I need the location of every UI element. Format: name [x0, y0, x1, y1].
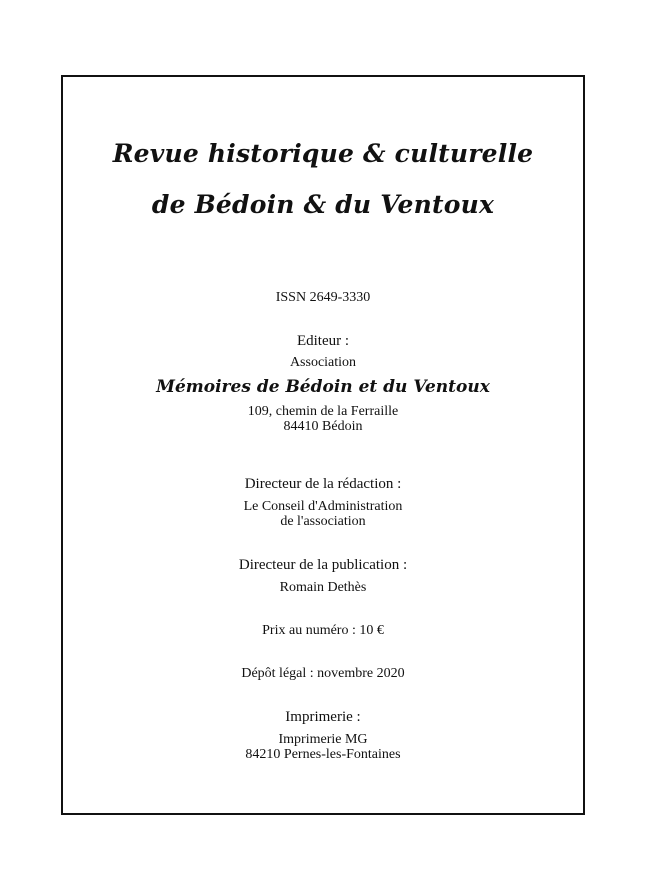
address-line2: 84410 Bédoin [283, 419, 363, 434]
page-frame [61, 75, 585, 815]
legal-deposit-text: Dépôt légal : novembre 2020 [241, 666, 405, 681]
price-text: Prix au numéro : 10 € [262, 623, 384, 638]
publication-director-label: Directeur de la publication : [238, 557, 408, 573]
printer-name: Imprimerie MG [278, 732, 368, 747]
redaction-director-line1: Le Conseil d'Administration [243, 499, 403, 514]
address-line1: 109, chemin de la Ferraille [247, 404, 399, 419]
journal-title-line1: Revue historique & culturelle [112, 139, 534, 168]
printer-location: 84210 Pernes-les-Fontaines [245, 747, 401, 762]
redaction-director-line2: de l'association [280, 514, 366, 529]
issn-text: ISSN 2649-3330 [275, 290, 371, 305]
redaction-director-label: Directeur de la rédaction : [244, 476, 402, 492]
publication-director-name: Romain Dethès [279, 580, 367, 595]
printer-label: Imprimerie : [285, 709, 361, 725]
editeur-label: Editeur : [296, 333, 350, 349]
association-name: Mémoires de Bédoin et du Ventoux [156, 377, 490, 397]
journal-title-line2: de Bédoin & du Ventoux [151, 190, 495, 219]
association-label: Association [289, 355, 357, 370]
